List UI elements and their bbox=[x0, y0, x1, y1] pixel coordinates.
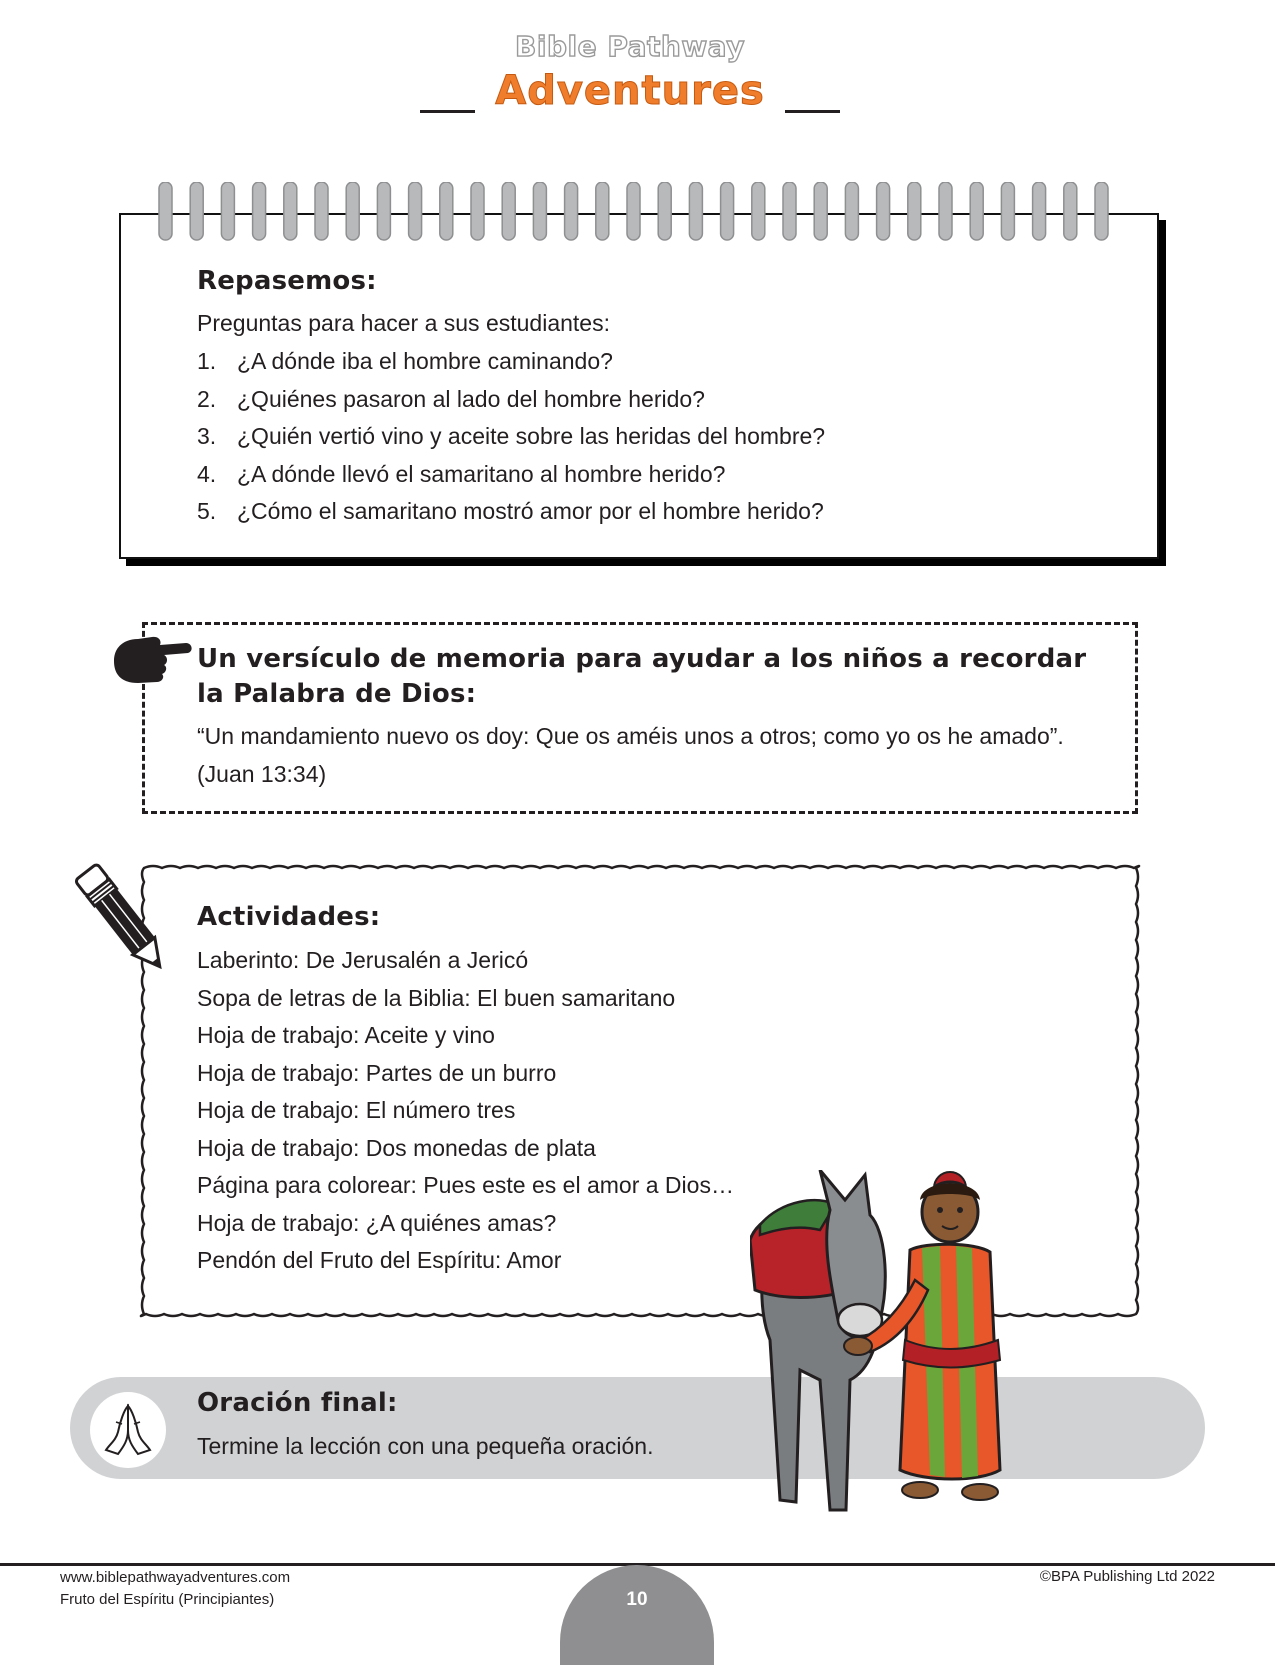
notebook-ring bbox=[1064, 182, 1077, 240]
activities-title: Actividades: bbox=[197, 902, 381, 932]
notebook-ring bbox=[877, 182, 890, 240]
activity-item: Hoja de trabajo: El número tres bbox=[197, 1097, 516, 1123]
question-item: 5. ¿Cómo el samaritano mostró amor por el hombre herido? bbox=[197, 498, 824, 524]
notebook-ring bbox=[783, 182, 796, 240]
notebook-ring bbox=[1033, 182, 1046, 240]
notebook-rings-icon bbox=[155, 182, 1125, 242]
notebook-ring bbox=[377, 182, 390, 240]
notebook-ring bbox=[409, 182, 422, 240]
notebook-ring bbox=[845, 182, 858, 240]
notebook-ring bbox=[565, 182, 578, 240]
pencil-icon bbox=[66, 852, 176, 982]
memory-verse-text: “Un mandamiento nuevo os doy: Que os améis unos a otros; como yo os he amado”. (Juan 13:34) bbox=[197, 723, 1064, 787]
activities-list bbox=[197, 942, 734, 1280]
notebook-ring bbox=[596, 182, 609, 240]
activity-item: Sopa de letras de la Biblia: El buen samaritano bbox=[197, 984, 676, 1011]
review-title: Repasemos: bbox=[197, 266, 377, 296]
footer-website-link[interactable]: www.biblepathwayadventures.com bbox=[60, 1569, 291, 1586]
question-item: 2. ¿Quiénes pasaron al lado del hombre herido? bbox=[197, 385, 705, 412]
notebook-ring bbox=[752, 182, 765, 240]
footer-series: Fruto del Espíritu (Principiantes) bbox=[60, 1591, 275, 1608]
notebook-ring bbox=[721, 182, 734, 240]
notebook-ring bbox=[346, 182, 359, 240]
activity-item: Pendón del Fruto del Espíritu: Amor bbox=[197, 1247, 562, 1273]
question-item: 1. ¿A dónde iba el hombre caminando? bbox=[197, 348, 613, 374]
notebook-ring bbox=[221, 182, 234, 240]
footer-copyright: ©BPA Publishing Ltd 2022 bbox=[1039, 1568, 1215, 1585]
notebook-ring bbox=[970, 182, 983, 240]
activity-item: Hoja de trabajo: ¿A quiénes amas? bbox=[197, 1209, 557, 1236]
page-number-tab bbox=[560, 1565, 714, 1665]
page-number: 10 bbox=[626, 1589, 648, 1610]
notebook-ring bbox=[159, 182, 172, 240]
notebook-ring bbox=[939, 182, 952, 240]
notebook-ring bbox=[908, 182, 921, 240]
activity-item: Página para colorear: Pues este es el amor a Dios… bbox=[197, 1172, 734, 1198]
logo-rule-right bbox=[785, 110, 840, 113]
notebook-ring bbox=[471, 182, 484, 240]
logo-rule-left bbox=[420, 110, 475, 113]
notebook-ring bbox=[253, 182, 266, 240]
notebook-ring bbox=[502, 182, 515, 240]
memory-verse-title: Un versículo de memoria para ayudar a los niños a recordar la Palabra de Dios: bbox=[197, 644, 1087, 709]
logo-main-text: Adventures bbox=[495, 68, 765, 114]
question-item: 4. ¿A dónde llevó el samaritano al hombre herido? bbox=[197, 460, 726, 487]
question-item: 3. ¿Quién vertió vino y aceite sobre las heridas del hombre? bbox=[197, 423, 826, 449]
activity-item: Laberinto: De Jerusalén a Jericó bbox=[197, 947, 529, 973]
pointing-hand-icon bbox=[108, 631, 196, 691]
notebook-ring bbox=[1095, 182, 1108, 240]
prayer-text: Termine la lección con una pequeña oración. bbox=[197, 1433, 654, 1459]
notebook-ring bbox=[1001, 182, 1014, 240]
review-intro: Preguntas para hacer a sus estudiantes: bbox=[197, 310, 610, 336]
review-question-list bbox=[197, 343, 825, 531]
logo-top-text: Bible Pathway bbox=[515, 30, 745, 63]
notebook-ring bbox=[315, 182, 328, 240]
notebook-ring bbox=[689, 182, 702, 240]
notebook-ring bbox=[190, 182, 203, 240]
notebook-ring bbox=[440, 182, 453, 240]
notebook-ring bbox=[533, 182, 546, 240]
notebook-ring bbox=[658, 182, 671, 240]
praying-hands-icon bbox=[98, 1400, 158, 1460]
site-logo bbox=[420, 30, 840, 125]
activity-item: Hoja de trabajo: Aceite y vino bbox=[197, 1022, 495, 1048]
notebook-ring bbox=[814, 182, 827, 240]
footer-left bbox=[60, 1567, 290, 1611]
activity-item: Hoja de trabajo: Dos monedas de plata bbox=[197, 1134, 596, 1161]
prayer-title: Oración final: bbox=[197, 1388, 398, 1418]
notebook-ring bbox=[284, 182, 297, 240]
activity-item: Hoja de trabajo: Partes de un burro bbox=[197, 1059, 557, 1086]
boy-with-donkey-illustration bbox=[750, 1170, 1060, 1565]
notebook-ring bbox=[627, 182, 640, 240]
